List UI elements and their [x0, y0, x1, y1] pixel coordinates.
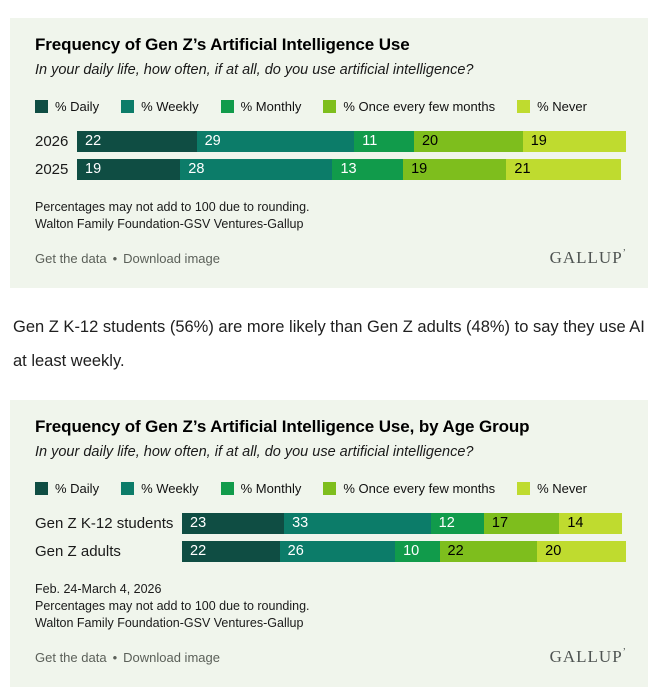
stacked-bar	[77, 131, 626, 152]
legend-label: % Weekly	[141, 481, 199, 496]
legend-swatch-monthly	[221, 100, 234, 113]
bar-segment	[403, 159, 506, 180]
legend-item-never	[517, 481, 587, 496]
stacked-bar	[182, 541, 626, 562]
trademark-mark: ’	[622, 647, 626, 658]
legend-item-daily	[35, 99, 99, 114]
legend-label: % Monthly	[240, 99, 302, 114]
bar-value-label: 21	[514, 161, 531, 178]
legend-label: % Weekly	[141, 99, 199, 114]
row-label: 2026	[35, 133, 69, 150]
chart-subtitle: In your daily life, how often, if at all, do you use artificial intelligence?	[35, 62, 474, 78]
legend-swatch-daily	[35, 100, 48, 113]
legend-swatch-weekly	[121, 100, 134, 113]
bar-segment	[559, 513, 621, 534]
bar-segment	[523, 131, 626, 152]
legend-swatch-weekly	[121, 482, 134, 495]
footer-links	[35, 650, 220, 665]
bar-segment	[284, 513, 431, 534]
rounding-note: Percentages may not add to 100 due to rounding.	[35, 200, 310, 214]
legend-label: % Once every few months	[343, 481, 496, 496]
chart-notes	[35, 199, 626, 233]
bar-segment	[180, 159, 332, 180]
article-paragraph: Gen Z K-12 students (56%) are more likely than Gen Z adults (48%) to say they use AI at least weekly.	[13, 318, 645, 370]
bar-value-label: 13	[340, 161, 357, 178]
field-dates-note: Feb. 24-March 4, 2026	[35, 582, 162, 596]
bar-segment	[414, 131, 523, 152]
legend	[35, 481, 626, 496]
legend-swatch-few-months	[323, 482, 336, 495]
bar-value-label: 11	[362, 133, 378, 150]
stacked-bar	[77, 159, 626, 180]
bar-segment	[77, 131, 197, 152]
ai-use-by-age-chart-card	[10, 400, 648, 687]
download-image-link[interactable]: Download image	[123, 650, 220, 665]
link-separator: •	[112, 251, 118, 266]
bar-segment	[440, 541, 538, 562]
bar-value-label: 19	[411, 161, 428, 178]
bar-value-label: 19	[85, 161, 102, 178]
bar-value-label: 14	[567, 515, 584, 532]
legend-item-few-months	[323, 481, 495, 496]
legend-item-weekly	[121, 99, 199, 114]
legend-swatch-few-months	[323, 100, 336, 113]
legend-label: % Monthly	[240, 481, 302, 496]
legend-item-monthly	[221, 99, 302, 114]
legend-label: % Never	[537, 481, 587, 496]
bar-segment	[332, 159, 403, 180]
card-footer	[35, 249, 626, 266]
gallup-logo	[550, 249, 626, 266]
legend-swatch-never	[517, 482, 530, 495]
bar-rows	[35, 131, 626, 180]
bar-value-label: 26	[287, 543, 304, 560]
legend-swatch-monthly	[221, 482, 234, 495]
legend-label: % Daily	[55, 99, 100, 114]
chart-notes	[35, 581, 626, 632]
gallup-wordmark: GALLUP	[549, 647, 623, 666]
row-label: Gen Z K-12 students	[35, 515, 174, 532]
bar-rows	[35, 513, 626, 562]
legend-item-few-months	[323, 99, 495, 114]
bar-value-label: 22	[190, 543, 207, 560]
bar-row-2025	[35, 159, 626, 180]
bar-segment	[182, 541, 280, 562]
source-note: Walton Family Foundation-GSV Ventures-Gallup	[35, 217, 304, 231]
ai-use-chart-card	[10, 18, 648, 288]
bar-segment	[182, 513, 284, 534]
bar-value-label: 19	[530, 133, 547, 150]
bar-value-label: 10	[403, 543, 420, 560]
legend-label: % Never	[537, 99, 587, 114]
bar-segment	[395, 541, 439, 562]
chart-title: Frequency of Gen Z’s Artificial Intelligence Use, by Age Group	[35, 417, 530, 436]
bar-segment	[506, 159, 620, 180]
bar-row-2026	[35, 131, 626, 152]
bar-value-label: 22	[447, 543, 464, 560]
chart-subtitle: In your daily life, how often, if at all, do you use artificial intelligence?	[35, 444, 474, 460]
row-label: 2025	[35, 161, 69, 178]
footer-links	[35, 251, 220, 266]
bar-segment	[280, 541, 395, 562]
bar-row-adults	[35, 541, 626, 562]
legend-item-never	[517, 99, 587, 114]
bar-value-label: 28	[188, 161, 205, 178]
legend-item-daily	[35, 481, 99, 496]
bar-segment	[354, 131, 414, 152]
link-separator: •	[112, 650, 118, 665]
stacked-bar	[182, 513, 626, 534]
legend-swatch-never	[517, 100, 530, 113]
bar-segment	[537, 541, 626, 562]
download-image-link[interactable]: Download image	[123, 251, 220, 266]
get-the-data-link[interactable]: Get the data	[35, 251, 107, 266]
chart-title: Frequency of Gen Z’s Artificial Intelligence Use	[35, 35, 410, 54]
bar-value-label: 20	[421, 133, 439, 150]
bar-segment	[197, 131, 355, 152]
bar-value-label: 12	[438, 515, 455, 532]
legend-swatch-daily	[35, 482, 48, 495]
gallup-wordmark: GALLUP	[549, 248, 623, 267]
bar-value-label: 33	[292, 515, 309, 532]
source-note: Walton Family Foundation-GSV Ventures-Gallup	[35, 616, 304, 630]
legend	[35, 99, 626, 114]
legend-item-monthly	[221, 481, 302, 496]
trademark-mark: ’	[622, 248, 626, 259]
card-footer	[35, 648, 626, 665]
gallup-logo	[550, 648, 626, 665]
bar-segment	[484, 513, 559, 534]
legend-label: % Daily	[55, 481, 100, 496]
bar-value-label: 20	[545, 543, 562, 560]
rounding-note: Percentages may not add to 100 due to rounding.	[35, 599, 310, 613]
bar-value-label: 29	[204, 133, 221, 150]
bar-value-label: 22	[85, 133, 102, 150]
get-the-data-link[interactable]: Get the data	[35, 650, 107, 665]
bar-value-label: 23	[190, 515, 207, 532]
bar-segment	[77, 159, 180, 180]
legend-item-weekly	[121, 481, 199, 496]
bar-value-label: 17	[491, 515, 509, 532]
bar-segment	[431, 513, 484, 534]
row-label: Gen Z adults	[35, 543, 121, 560]
bar-row-k12-students	[35, 513, 626, 534]
legend-label: % Once every few months	[343, 99, 496, 114]
